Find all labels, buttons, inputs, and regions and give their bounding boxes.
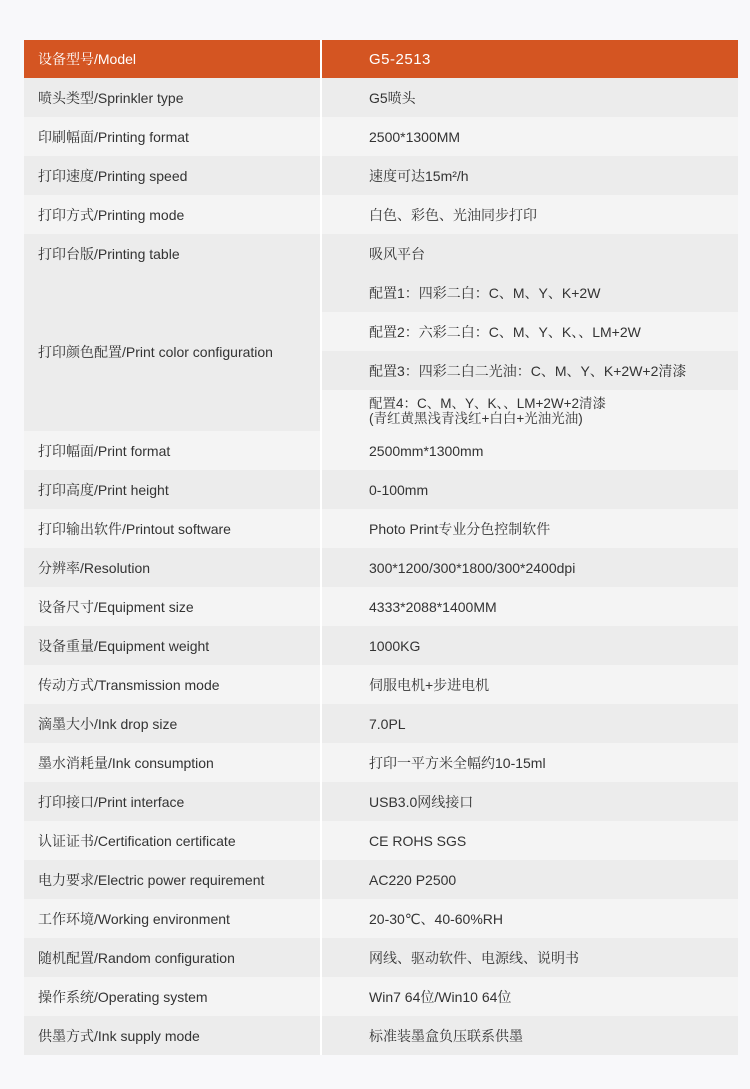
table-row [24,234,738,273]
header-label: 设备型号/Model [24,40,322,78]
row-value: 速度可达15m²/h [322,156,738,195]
table-row [24,1016,738,1055]
row-value: 7.0PL [322,704,738,743]
row-label: 打印高度/Print height [24,470,322,509]
row-value: 2500*1300MM [322,117,738,156]
row-value: CE ROHS SGS [322,821,738,860]
row-label: 工作环境/Working environment [24,899,322,938]
table-row [24,938,738,977]
row-label: 随机配置/Random configuration [24,938,322,977]
table-row [24,782,738,821]
table-row [24,431,738,470]
row-value: 吸风平台 [322,234,738,273]
table-row [24,156,738,195]
row-label: 打印方式/Printing mode [24,195,322,234]
table-row [24,587,738,626]
table-row [24,78,738,117]
row-label: 认证证书/Certification certificate [24,821,322,860]
table-row [24,470,738,509]
table-header-row [24,40,738,78]
table-row [24,704,738,743]
row-value: Win7 64位/Win10 64位 [322,977,738,1016]
row-label: 印刷幅面/Printing format [24,117,322,156]
header-value: G5-2513 [322,40,738,78]
table-row [24,743,738,782]
row-label: 墨水消耗量/Ink consumption [24,743,322,782]
row-label: 电力要求/Electric power requirement [24,860,322,899]
row-value: 伺服电机+步进电机 [322,665,738,704]
row-value: Photo Print专业分色控制软件 [322,509,738,548]
table-row [24,665,738,704]
row-label: 操作系统/Operating system [24,977,322,1016]
row-label: 传动方式/Transmission mode [24,665,322,704]
color-config-option: 配置1：四彩二白：C、M、Y、K+2W [322,273,738,312]
row-label: 打印接口/Print interface [24,782,322,821]
row-value: G5喷头 [322,78,738,117]
table-row [24,860,738,899]
row-label: 滴墨大小/Ink drop size [24,704,322,743]
row-value: 标准装墨盒负压联系供墨 [322,1016,738,1055]
table-row [24,977,738,1016]
color-config-option4-line1: 配置4：C、M、Y、K、、LM+2W+2清漆 [369,395,607,411]
color-config-option: 配置3：四彩二白二光油：C、M、Y、K+2W+2清漆 [322,351,738,390]
table-row [24,821,738,860]
table-row [24,509,738,548]
row-value: AC220 P2500 [322,860,738,899]
color-config-option4-line2: (青红黄黑浅青浅红+白白+光油光油) [369,410,583,426]
spec-table [24,40,738,1055]
table-row [24,899,738,938]
row-value: 4333*2088*1400MM [322,587,738,626]
row-value: 2500mm*1300mm [322,431,738,470]
row-value: 0-100mm [322,470,738,509]
table-row [24,548,738,587]
color-config-option: 配置2：六彩二白：C、M、Y、K、、LM+2W [322,312,738,351]
color-config-option [322,390,738,431]
row-value: USB3.0网线接口 [322,782,738,821]
row-value: 20-30℃、40-60%RH [322,899,738,938]
table-row [24,117,738,156]
row-label: 喷头类型/Sprinkler type [24,78,322,117]
table-row [24,195,738,234]
row-label: 设备尺寸/Equipment size [24,587,322,626]
row-label: 供墨方式/Ink supply mode [24,1016,322,1055]
table-row-color-config [24,273,738,431]
row-label: 分辨率/Resolution [24,548,322,587]
color-config-label: 打印颜色配置/Print color configuration [24,273,322,431]
row-label: 打印台版/Printing table [24,234,322,273]
row-label: 设备重量/Equipment weight [24,626,322,665]
row-label: 打印幅面/Print format [24,431,322,470]
row-label: 打印输出软件/Printout software [24,509,322,548]
row-value: 白色、彩色、光油同步打印 [322,195,738,234]
row-value: 1000KG [322,626,738,665]
row-value: 网线、驱动软件、电源线、说明书 [322,938,738,977]
table-row [24,626,738,665]
row-value: 300*1200/300*1800/300*2400dpi [322,548,738,587]
row-value: 打印一平方米全幅约10-15ml [322,743,738,782]
row-label: 打印速度/Printing speed [24,156,322,195]
